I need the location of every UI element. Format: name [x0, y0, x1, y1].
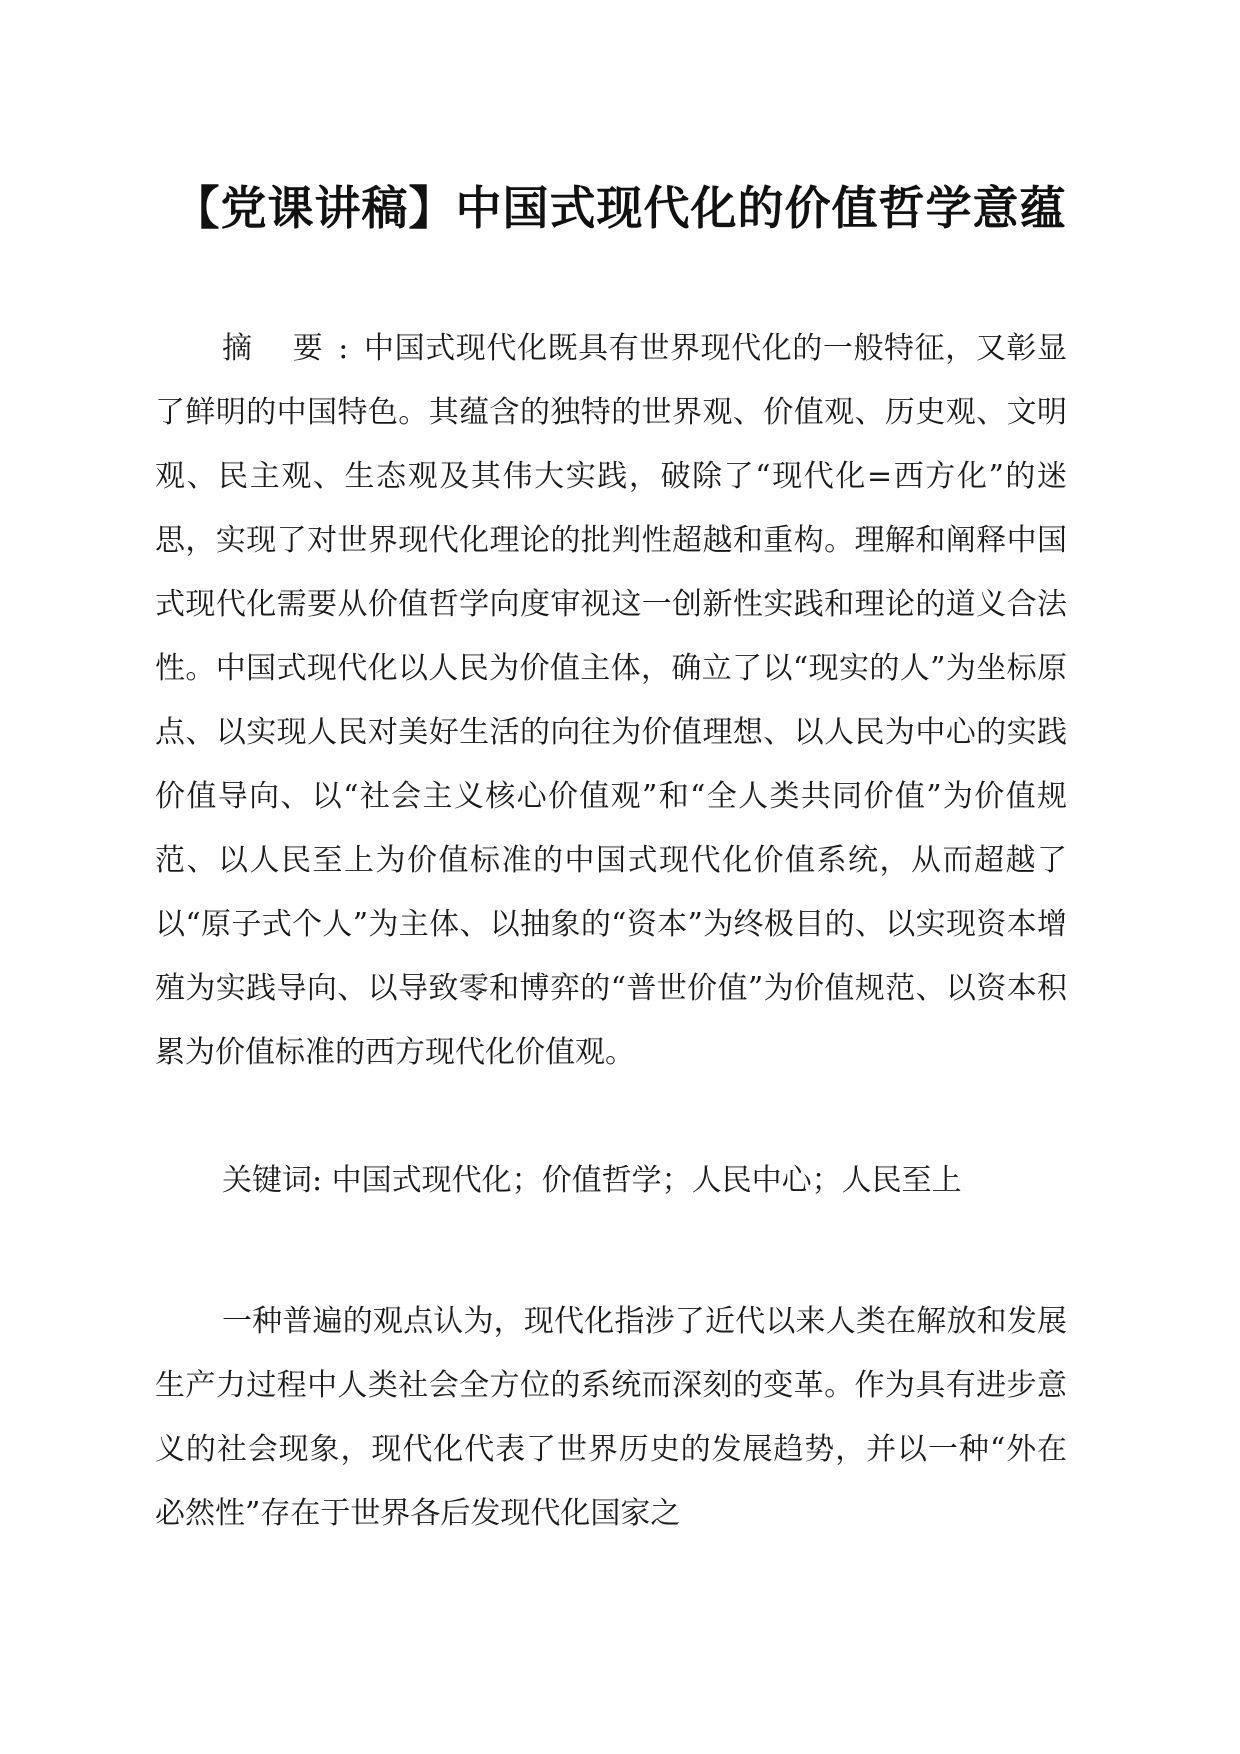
- abstract-paragraph: [155, 317, 1067, 1085]
- page-title: 【党课讲稿】中国式现代化的价值哲学意蕴: [173, 181, 1067, 235]
- abstract-text: 中国式现代化既具有世界现代化的一般特征，又彰显了鲜明的中国特色。其蕴含的独特的世界观、价值观、历史观、文明观、民主观、生态观及其伟大实践，破除了“现代化=西方化”的迷思，实现了对世界现代化理论的批判性超越和重构。理解和阐释中国式现代化需要从价值哲学向度审视这一创新性实践和理论的道义合法性。中国式现代化以人民为价值主体，确立了以“现实的人”为坐标原点、以实现人民对美好生活的向往为价值理想、以人民为中心的实践价值导向、以“社会主义核心价值观”和“全人类共同价值”为价值规范、以人民至上为价值标准的中国式现代化价值系统，从而超越了以“原子式个人”为主体、以抽象的“资本”为终极目的、以实现资本增殖为实践导向、以导致零和博弈的“普世价值”为价值规范、以资本积累为价值标准的西方现代化价值观。: [155, 331, 1067, 1070]
- keywords-label: 关键词:: [222, 1163, 323, 1198]
- abstract-label: 摘 要:: [222, 331, 364, 366]
- body-paragraph: 一种普遍的观点认为，现代化指涉了近代以来人类在解放和发展生产力过程中人类社会全方位的系统而深刻的变革。作为具有进步意义的社会现象，现代化代表了世界历史的发展趋势，并以一种“外在必然性”存在于世界各后发现代化国家之: [155, 1304, 1067, 1531]
- keywords-line: [155, 1149, 1067, 1213]
- keywords-text: 中国式现代化；价值哲学；人民中心；人民至上: [331, 1163, 962, 1198]
